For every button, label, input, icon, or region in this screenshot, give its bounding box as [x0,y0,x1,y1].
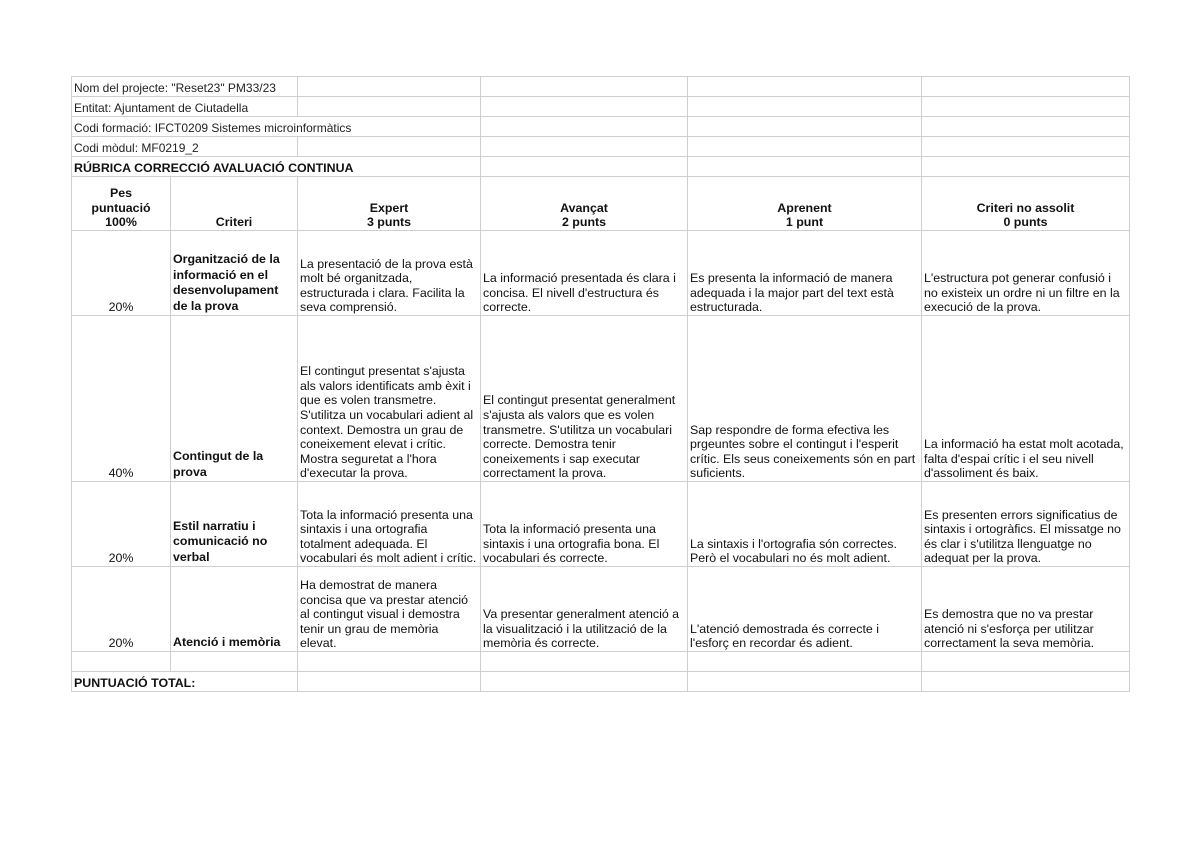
level-apprentice-text: L'atenció demostrada és correcte i l'esforç en recordar és adient. [688,567,922,652]
info-row-entity [72,97,1130,117]
rubric-table [71,76,1130,692]
weight-header: Pes puntuació 100% [72,177,171,231]
level-advanced-text: El contingut presentat generalment s'ajusta als valors que es volen transmetre. S'utilitza un vocabulari correcte. Demostra tenir coneixements i sap executar correctament la prova. [481,316,688,482]
level-expert-text: Tota la informació presenta una sintaxis i una ortografia totalment adequada. El vocabulari és molt adient i crític. [298,482,481,567]
level-advanced-text: Tota la informació presenta una sintaxis i una ortografia bona. El vocabulari és correcte. [481,482,688,567]
criterion-row [72,567,1130,652]
level-not-achieved-text: Es demostra que no va prestar atenció ni s'esforça per utilitzar correctament la seva memòria. [922,567,1130,652]
level-not-achieved-text: L'estructura pot generar confusió i no existeix un ordre ni un filtre en la execució de la prova. [922,231,1130,316]
training-code-cell: Codi formació: IFCT0209 Sistemes microinformàtics [72,117,481,137]
level-advanced-text: Va presentar generalment atenció a la visualització i la utilització de la memòria és correcte. [481,567,688,652]
criterion-row [72,482,1130,567]
rubric-title-row [72,157,1130,177]
blank-row [72,652,1130,672]
info-row-project [72,77,1130,97]
criterion-row [72,316,1130,482]
criterion-name: Organització de la informació en el desenvolupament de la prova [171,231,298,316]
info-row-training-code [72,117,1130,137]
project-name-cell: Nom del projecte: "Reset23" PM33/23 [72,77,298,97]
criterion-weight: 40% [72,316,171,482]
header-row [72,177,1130,231]
level-apprentice-text: Sap respondre de forma efectiva les prgeuntes sobre el contingut i l'esperit crític. Els seus coneixements són en part suficients. [688,316,922,482]
total-row [72,672,1130,692]
level-expert-text: Ha demostrat de manera concisa que va prestar atenció al contingut visual i demostra tenir un grau de memòria elevat. [298,567,481,652]
criterion-name: Contingut de la prova [171,316,298,482]
criterion-header: Criteri [171,177,298,231]
level-apprentice-text: La sintaxis i l'ortografia són correctes. Però el vocabulari no és molt adient. [688,482,922,567]
info-row-module-code [72,137,1130,157]
criterion-weight: 20% [72,231,171,316]
rubric-title: RÚBRICA CORRECCIÓ AVALUACIÓ CONTINUA [72,157,481,177]
criterion-weight: 20% [72,482,171,567]
level-advanced-text: La informació presentada és clara i concisa. El nivell d'estructura és correcte. [481,231,688,316]
level-header-not-achieved: Criteri no assolit 0 punts [922,177,1130,231]
level-header-apprentice: Aprenent 1 punt [688,177,922,231]
criterion-weight: 20% [72,567,171,652]
module-code-cell: Codi mòdul: MF0219_2 [72,137,298,157]
level-header-advanced: Avançat 2 punts [481,177,688,231]
level-apprentice-text: Es presenta la informació de manera adequada i la major part del text està estructurada. [688,231,922,316]
level-expert-text: La presentació de la prova està molt bé organitzada, estructurada i clara. Facilita la seva comprensió. [298,231,481,316]
entity-cell: Entitat: Ajuntament de Ciutadella [72,97,298,117]
criterion-name: Estil narratiu i comunicació no verbal [171,482,298,567]
criterion-row [72,231,1130,316]
level-expert-text: El contingut presentat s'ajusta als valors identificats amb èxit i que es volen transmetre. S'utilitza un vocabulari adient al context. Demostra un grau de coneixement elevat i crític. Mostra seguretat a l'hora d'executar la prova. [298,316,481,482]
level-not-achieved-text: Es presenten errors significatius de sintaxis i ortogràfics. El missatge no és clar i s'utilitza llenguatge no adequat per la prova. [922,482,1130,567]
total-label: PUNTUACIÓ TOTAL: [72,672,298,692]
level-header-expert: Expert 3 punts [298,177,481,231]
level-not-achieved-text: La informació ha estat molt acotada, falta d'espai crític i el seu nivell d'assoliment és baix. [922,316,1130,482]
criterion-name: Atenció i memòria [171,567,298,652]
total-score-cell[interactable] [298,672,481,692]
